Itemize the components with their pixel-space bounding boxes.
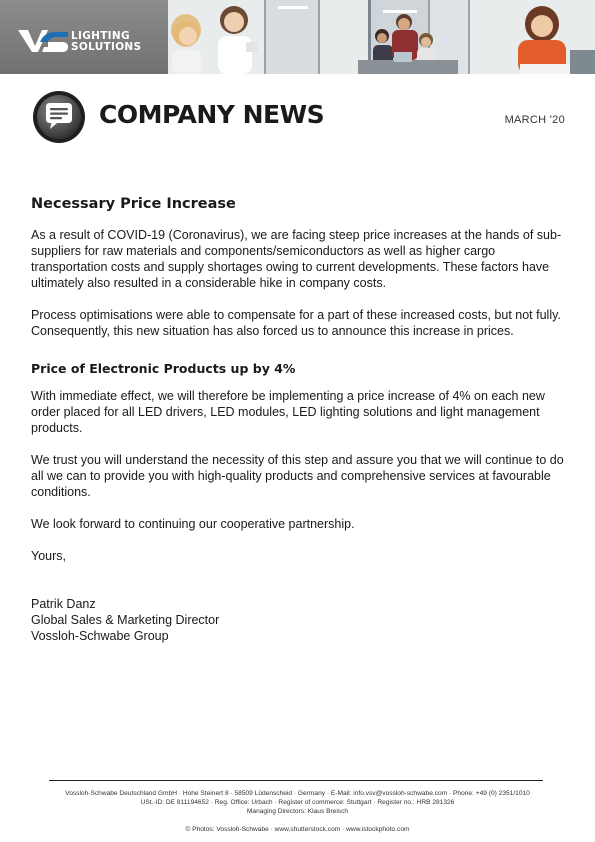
article-paragraph: We trust you will understand the necessity of this step and assure you that we will continue to do all we can to provide you with high-quality products and comprehensive services at favourable conditions. [31, 453, 564, 499]
header-banner [0, 0, 595, 74]
article-paragraph: Process optimisations were able to compensate for a part of these increased costs, but not fully. Consequently, this new situation has also forced us to announce this increase in prices. [31, 308, 561, 338]
signatory-company: Vossloh-Schwabe Group [31, 629, 169, 643]
footer-registration-line: USt.-ID: DE 811194652 · Reg. Office: Urbach · Register of commerce: Stuttgart · Register no.: HRB 281326 [140, 799, 455, 806]
signatory-role: Global Sales & Marketing Director [31, 613, 220, 627]
issue-date: MARCH '20 [504, 114, 565, 126]
article-paragraph: As a result of COVID-19 (Coronavirus), we are facing steep price increases at the hands of sub-suppliers for raw materials and components/semiconductors as well as higher cargo transportation costs and supply shortages owing to current developments. These factors have ultimately also resulted in a considerable hike in company costs. [31, 228, 562, 290]
vs-logo-icon [18, 28, 70, 54]
footer-address-line: Vossloh-Schwabe Deutschland GmbH · Hohe Steinert 8 · 58509 Lüdenscheid · Germany · E-Mail: info.vsv@vossloh-schwabe.com · Phone: +49 (0) 2351/1010 [65, 790, 530, 797]
closing-salutation: Yours, [31, 549, 66, 563]
footer-directors-line: Managing Directors: Klaus Breisch [246, 808, 349, 815]
brand-line-2: SOLUTIONS [71, 41, 142, 53]
signatory-name: Patrik Danz [31, 597, 96, 611]
footer-divider [49, 780, 543, 781]
article-heading: Necessary Price Increase [31, 196, 236, 212]
header-photo-collage [168, 0, 595, 74]
article-paragraph: With immediate effect, we will therefore be implementing a price increase of 4% on each new order placed for all LED drivers, LED modules, LED lighting solutions and light management products. [31, 389, 545, 435]
signature-block [31, 580, 571, 644]
page-title: COMPANY NEWS [99, 100, 325, 129]
article-subheading: Price of Electronic Products up by 4% [31, 361, 296, 376]
article-body [31, 196, 571, 644]
photo-collage-image [168, 0, 595, 74]
speech-bubble-icon [32, 90, 86, 144]
brand-wordmark [71, 31, 141, 53]
footer-imprint [0, 789, 595, 816]
article-paragraph: We look forward to continuing our cooperative partnership. [31, 517, 355, 531]
brand-panel [0, 0, 168, 74]
photo-credit: © Photos: Vossloh-Schwabe · www.shutterstock.com · www.istockphoto.com [185, 826, 410, 833]
brand-line-1: LIGHTING [71, 30, 130, 42]
